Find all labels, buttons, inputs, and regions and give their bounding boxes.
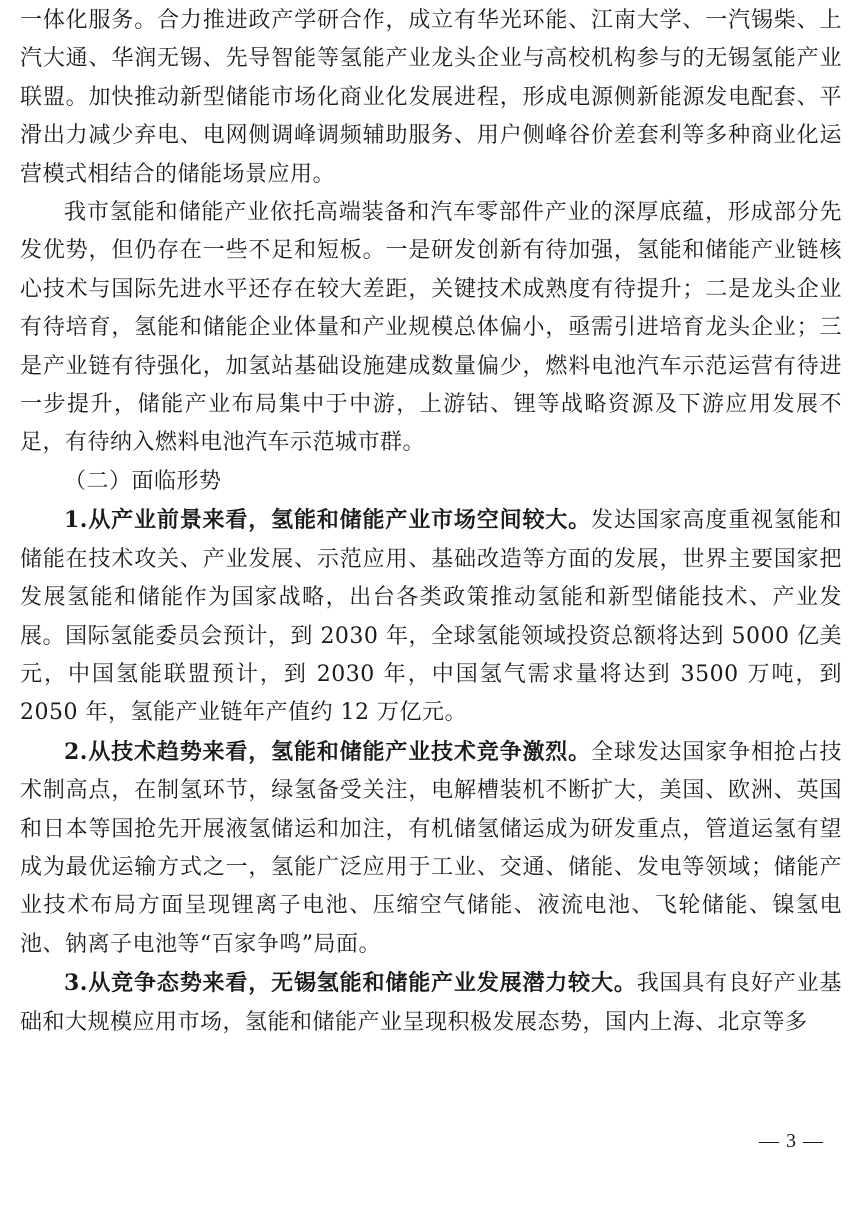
paragraph-text: 我市氢能和储能产业依托高端装备和汽车零部件产业的深厚底蕴，形成部分先发优势，但仍存在一些不足和短板。一是研发创新有待加强，氢能和储能产业链核心技术与国际先进水平还存在较大差距，关键技术成熟度有待提升；二是龙头企业有待培育，氢能和储能企业体量和产业规模总体偏小，亟需引进培育龙头企业；三是产业链有待强化，加氢站基础设施建成数量偏少，燃料电池汽车示范运营有待进一步提升，储能产业布局集中于中游，上游钴、锂等战略资源及下游应用发展不足，有待纳入燃料电池汽车示范城市群。 — [20, 200, 842, 456]
paragraph-continuation — [20, 2, 842, 194]
section-heading: （二）面临形势 — [64, 468, 222, 494]
page-number: — 3 — — [759, 1130, 824, 1152]
paragraph-text: 全球发达国家争相抢占技术制高点，在制氢环节，绿氢备受关注，电解槽装机不断扩大，美国、欧洲、英国和日本等国抢先开展液氢储运和加注，有机储氢储运成为研发重点，管道运氢有望成为最优运输方式之一，氢能广泛应用于工业、交通、储能、发电等领域；储能产业技术布局方面呈现锂离子电池、压缩空气储能、液流电池、飞轮储能、镍氢电池、钠离子电池等“百家争鸣”局面。 — [20, 739, 842, 957]
paragraph-text: 发达国家高度重视氢能和储能在技术攻关、产业发展、示范应用、基础改造等方面的发展，世界主要国家把发展氢能和储能作为国家战略，出台各类政策推动氢能和新型储能技术、产业发展。国际氢能委员会预计，到 2030 年，全球氢能领域投资总额将达到 5000 亿美元，中国氢能联盟预计，到 2030 年，中国氢气需求量将达到 3500 万吨，到 2050 年，氢能产业链年产值约 12 万亿元。 — [20, 508, 842, 726]
paragraph-lead: 1.从产业前景来看，氢能和储能产业市场空间较大。 — [64, 507, 591, 534]
paragraph-text: 我国具有良好产业基础和大规模应用市场，氢能和储能产业呈现积极发展态势，国内上海、北京等多 — [20, 971, 842, 1035]
paragraph-shortcomings — [20, 194, 842, 463]
document-page — [20, 2, 842, 1042]
paragraph-competition — [20, 964, 842, 1042]
paragraph-text: 一体化服务。合力推进政产学研合作，成立有华光环能、江南大学、一汽锡柴、上汽大通、华润无锡、先导智能等氢能产业龙头企业与高校机构参与的无锡氢能产业联盟。加快推动新型储能市场化商业化发展进程，形成电源侧新能源发电配套、平滑出力减少弃电、电网侧调峰调频辅助服务、用户侧峰谷价差套利等多种商业化运营模式相结合的储能场景应用。 — [20, 8, 842, 187]
paragraph-lead: 2.从技术趋势来看，氢能和储能产业技术竞争激烈。 — [64, 738, 591, 765]
paragraph-lead: 3.从竞争态势来看，无锡氢能和储能产业发展潜力较大。 — [64, 970, 637, 997]
paragraph-market-outlook — [20, 501, 842, 732]
paragraph-technology-trend — [20, 733, 842, 964]
